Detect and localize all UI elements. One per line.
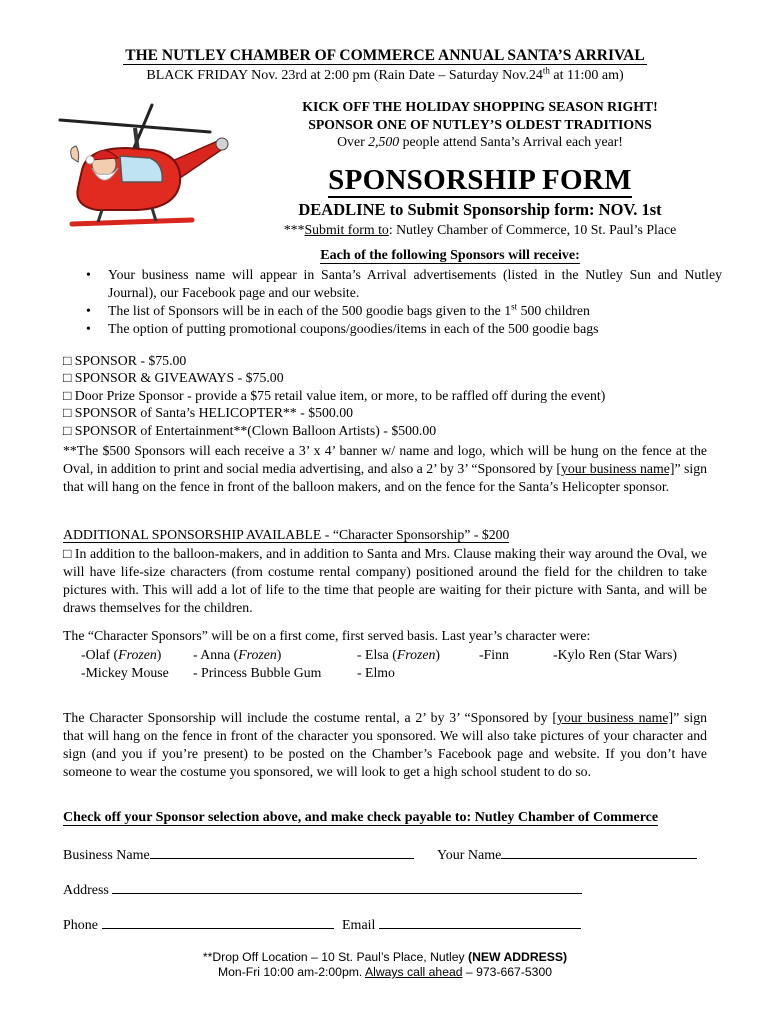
deadline: DEADLINE to Submit Sponsorship form: NOV. 1st [298,200,662,219]
door-prize-option-checkbox[interactable]: □ Door Prize Sponsor - provide a $75 retail value item, or more, to be raffled off during the event) [63,387,606,403]
submit-instructions: ***Submit form to: Nutley Chamber of Commerce, 10 St. Paul’s Place [283,222,677,237]
address-input[interactable] [112,881,582,894]
character-intro: The “Character Sponsors” will be on a first come, first served basis. Last year’s character were: [63,628,591,643]
list-item: • The option of putting promotional coupons/goodies/items in each of the 500 goodie bags [82,320,722,338]
character-sponsorship-option-checkbox[interactable]: □ In addition to the balloon-makers, and in addition to Santa and Mrs. Clause making their way around the Oval, we will have life-size characters (from costume rental company) positioned around the field for the children to take pictures with. This will add a lot of life to the time that people are waiting for their picture with Santa, and will be draws themselves for the children. [63,546,707,615]
your-name-input[interactable] [501,846,697,859]
list-item: • Your business name will appear in Santa’s Arrival advertisements (listed in the Nutley Sun and Nutley Journal), our Facebook page and our website. [82,266,722,302]
entertainment-sponsor-option-checkbox[interactable]: □ SPONSOR of Entertainment**(Clown Balloon Artists) - $500.00 [63,422,437,438]
list-item: -Kylo Ren (Star Wars) [553,647,677,662]
phone-input[interactable] [102,916,334,929]
benefits-heading: Each of the following Sponsors will receive: [320,248,580,263]
helicopter-sponsor-option-checkbox[interactable]: □ SPONSOR of Santa’s HELICOPTER** - $500.00 [63,405,354,421]
kickoff-slogan: KICK OFF THE HOLIDAY SHOPPING SEASON RIGHT! SPONSOR ONE OF NUTLEY’S OLDEST TRADITIONS [302,99,658,132]
sponsor-options [63,352,723,439]
email-field[interactable]: Email [342,916,581,934]
business-name-input[interactable] [150,846,414,859]
drop-off-info: **Drop Off Location – 10 St. Paul’s Place, Nutley (NEW ADDRESS) Mon-Fri 10:00 am-2:00pm. Always call ahead – 973-667-5300 [202,950,568,979]
sponsor-giveaways-option-checkbox[interactable]: □ SPONSOR & GIVEAWAYS - $75.00 [63,370,284,386]
phone-field[interactable]: Phone [63,916,334,934]
list-item: • The list of Sponsors will be in each of the 500 goodie bags given to the 1st 500 children [82,302,722,320]
list-item: -Mickey Mouse [81,665,169,680]
list-item: -Finn [479,647,509,662]
payment-instructions: Check off your Sponsor selection above, and make check payable to: Nutley Chamber of Commerce [63,810,659,825]
business-name-field[interactable]: Business Name [63,846,414,864]
sponsor-option-checkbox[interactable]: □ SPONSOR - $75.00 [63,353,187,368]
list-item: - Anna (Frozen) [193,647,282,662]
banner-note: **The $500 Sponsors will each receive a 3’ x 4’ banner w/ name and logo, which will be hung on the fence at the Oval, in addition to print and social media advertising, and also a 2’ by 3’ “Sponsored by [your business name]” sign that will hang on the fence in front of the balloon makers, and on the fence for the Santa’s Helicopter sponsor. [63,443,708,494]
list-item: - Princess Bubble Gum [193,665,322,680]
address-field[interactable]: Address [63,881,582,899]
santa-helicopter-icon [42,100,232,230]
character-sponsorship-details: The Character Sponsorship will include the costume rental, a 2’ by 3’ “Sponsored by [your business name]” sign that will hang on the fence in front of the character you sponsored. We will also take pictures of your character and sign (and you if you’re present) to be posted on the Chamber’s Facebook page and website. If you don’t have someone to wear the costume you sponsored, we will look to get a high school student to do so. [63,710,708,779]
additional-sponsorship-heading: ADDITIONAL SPONSORSHIP AVAILABLE - “Character Sponsorship” - $200 [63,527,510,542]
event-date-line: BLACK FRIDAY Nov. 23rd at 2:00 pm (Rain Date – Saturday Nov.24th at 11:00 am) [146,65,624,83]
list-item: - Elsa (Frozen) [357,647,441,662]
list-item: -Olaf (Frozen) [81,647,162,662]
page-title: THE NUTLEY CHAMBER OF COMMERCE ANNUAL SANTA’S ARRIVAL [125,47,645,64]
email-input[interactable] [379,916,581,929]
your-name-field[interactable]: Your Name [437,846,697,864]
attendance-line: Over 2,500 people attend Santa’s Arrival each year! [337,134,623,149]
list-item: - Elmo [357,665,395,680]
benefits-list [82,266,722,338]
form-title: SPONSORSHIP FORM [328,164,632,196]
